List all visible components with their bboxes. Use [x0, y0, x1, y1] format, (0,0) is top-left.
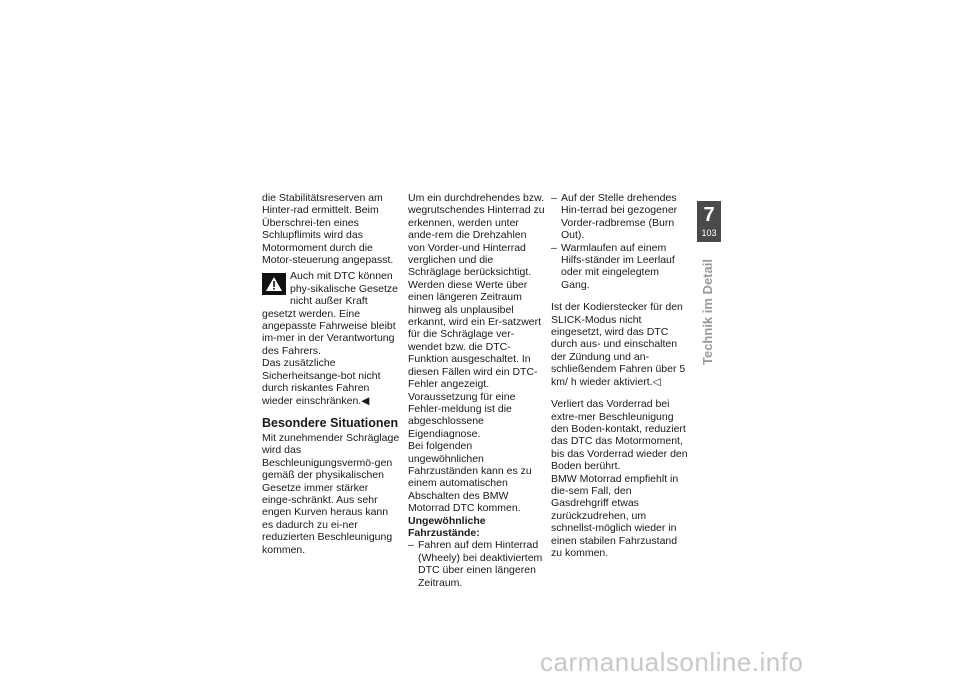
paragraph: Mit zunehmender Schräglage wird das Beschleunigungsvermö-gen gemäß der physikalischen Gesetze immer stärker einge-schränkt. Aus sehr engen Kurven heraus kann es dadurch zu ei-ner reduzierten Beschleunigung kommen. [262, 431, 400, 556]
dash-marker: – [551, 192, 557, 204]
paragraph: Bei folgenden ungewöhnlichen Fahrzuständen kann es zu einem automatischen Abschalten des BMW Motorrad DTC kommen. [408, 440, 532, 515]
paragraph: Um ein durchdrehendes bzw. wegrutschendes Hinterrad zu erkennen, werden unter ande-rem die Drehzahlen von Vorder-und Hinterrad verglichen und die Schräglage berücksichtigt. Werden diese Werte über einen längeren Zeitraum hinweg als unplausibel erkannt, wird ein Er-satzwert für die Schräglage ver-wendet bzw. die DTC-Funktion ausgeschaltet. In diesen Fällen wird ein DTC-Fehler angezeigt. Voraussetzung für eine Fehler-meldung ist die abgeschlossene Eigendiagnose. [408, 192, 545, 440]
warning-block [262, 270, 400, 406]
paragraph: Ist der Kodierstecker für den SLICK-Modus nicht eingesetzt, wird das DTC durch aus- und einschalten der Zündung und an-schließendem Fahren über 5 km/ h wieder aktiviert.◁ [551, 301, 686, 388]
paragraph: BMW Motorrad empfiehlt in die-sem Fall, den Gasdrehgriff etwas zurückzudrehen, um schnellst-möglich wieder in einen stabilen Fahrzustand zu kommen. [551, 472, 679, 559]
paragraph: Verliert das Vorderrad bei extre-mer Beschleunigung den Boden-kontakt, reduziert das DTC das Motormoment, bis das Vorderrad wieder den Boden berührt. [551, 398, 688, 473]
watermark: carmanualsonline.info [540, 647, 804, 677]
text-column-2 [408, 192, 546, 589]
page-number: 103 [701, 228, 717, 238]
warning-text: Auch mit DTC können phy-sikalische Gesetze nicht außer Kraft gesetzt werden. Eine angepasste Fahrweise bleibt im-mer in der Verantwortung des Fahrers. [262, 270, 398, 357]
text-column-1 [262, 192, 400, 556]
list-item [408, 539, 546, 589]
chapter-tab [697, 201, 721, 242]
section-heading: Besondere Situationen [262, 415, 399, 430]
list-item-text: Auf der Stelle drehendes Hin-terrad bei gezogener Vorder-radbremse (Burn Out). [561, 192, 678, 242]
subheading: Ungewöhnliche Fahrzustände: [408, 514, 486, 539]
text-column-3 [551, 192, 689, 559]
paragraph: die Stabilitätsreserven am Hinter-rad ermittelt. Beim Überschrei-ten eines Schlupflimits wird das Motormoment durch die Motor-steuerung angepasst. [262, 192, 394, 267]
list-item-text: Warmlaufen auf einem Hilfs-ständer im Leerlauf oder mit eingelegtem Gang. [561, 241, 675, 291]
list-item [551, 192, 689, 242]
list-item-text: Fahren auf dem Hinterrad (Wheely) bei deaktiviertem DTC über einen längeren Zeitraum. [418, 539, 543, 589]
warning-triangle-icon [262, 273, 286, 295]
dash-marker: – [551, 241, 557, 254]
chapter-title: Technik im Detail [700, 259, 715, 365]
dash-marker: – [408, 539, 414, 552]
list-item [551, 242, 689, 292]
chapter-number: 7 [703, 204, 715, 226]
warning-text-2: Das zusätzliche Sicherheitsange-bot nicht durch riskantes Fahren wieder einschränken.◀ [262, 357, 381, 407]
